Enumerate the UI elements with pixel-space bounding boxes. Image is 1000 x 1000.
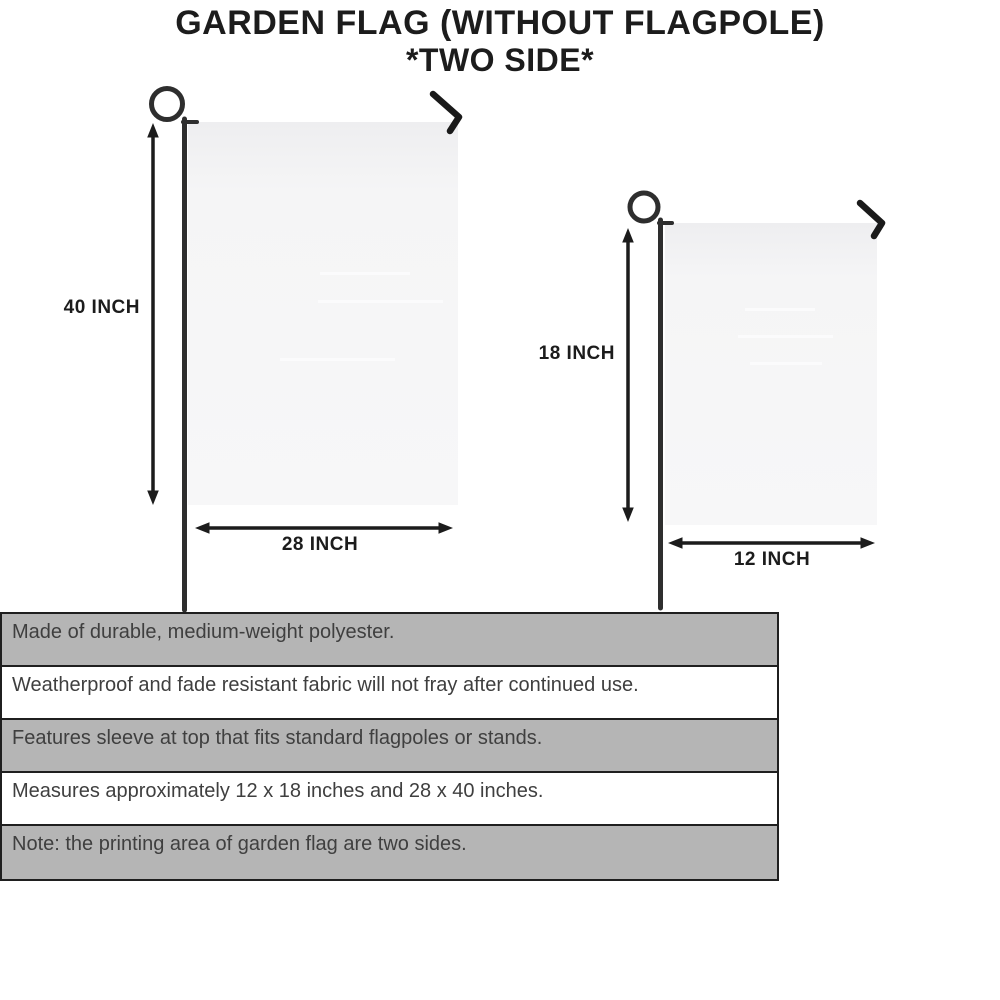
- large-flag-pole-loop: [152, 89, 183, 120]
- feature-row-note: [2, 826, 777, 879]
- feature-text: Weatherproof and fade resistant fabric will not fray after continued use.: [12, 674, 639, 696]
- small-flag-height-label: 18 INCH: [538, 343, 615, 364]
- small-flag-group: [622, 193, 882, 608]
- large-flag-width-label: 28 INCH: [281, 534, 359, 555]
- large-flag-fabric: [188, 122, 458, 505]
- small-flag-fabric: [665, 223, 877, 525]
- large-flag-width-arrow: [195, 522, 453, 534]
- feature-text: Note: the printing area of garden flag are two sides.: [12, 833, 467, 855]
- small-flag-pole-loop: [630, 193, 658, 221]
- fabric-streak: [750, 362, 822, 365]
- large-flag-group: [147, 89, 459, 611]
- fabric-streak: [745, 308, 815, 311]
- fabric-streak: [738, 335, 833, 338]
- small-flag-width-label: 12 INCH: [733, 549, 811, 570]
- feature-row-sleeve: [2, 720, 777, 773]
- small-flag-height-arrow: [622, 228, 634, 522]
- feature-text: Features sleeve at top that fits standard flagpoles or stands.: [12, 727, 543, 749]
- small-flag-width-arrow: [668, 537, 875, 549]
- features-panel: [0, 612, 779, 881]
- large-flag-height-arrow: [147, 123, 159, 505]
- fabric-streak: [318, 300, 443, 303]
- feature-row-material: [2, 614, 777, 667]
- feature-row-measures: [2, 773, 777, 826]
- title-line-2: *TWO SIDE*: [405, 42, 595, 79]
- title-line-1: GARDEN FLAG (WITHOUT FLAGPOLE): [175, 4, 825, 42]
- feature-text: Measures approximately 12 x 18 inches and 28 x 40 inches.: [12, 780, 544, 802]
- fabric-streak: [320, 272, 410, 275]
- feature-row-weatherproof: [2, 667, 777, 720]
- fabric-streak: [280, 358, 395, 361]
- feature-text: Made of durable, medium-weight polyester.: [12, 621, 395, 643]
- large-flag-height-label: 40 INCH: [63, 297, 140, 318]
